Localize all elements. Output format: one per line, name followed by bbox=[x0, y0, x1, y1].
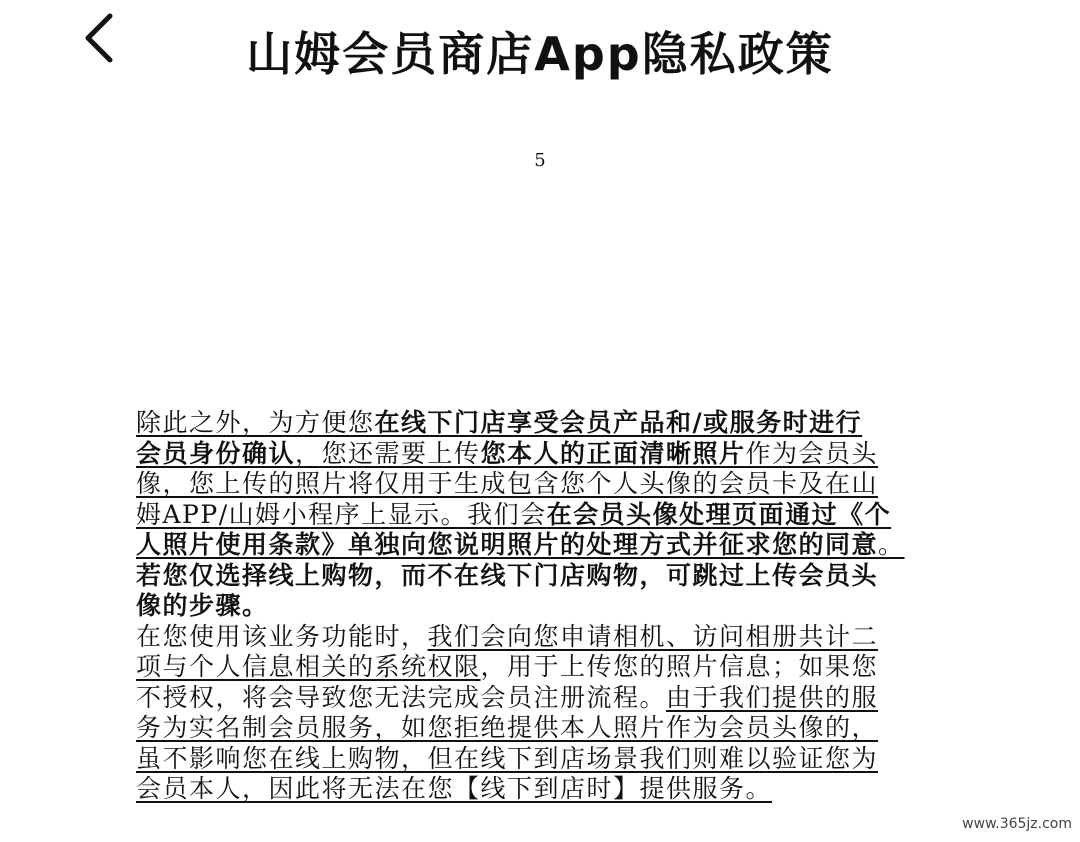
policy-text-segment: 在线下门店享受会员产品和/或服务时进行 bbox=[374, 408, 863, 437]
policy-text-segment: 务为实名制会员服务，如您拒绝提供本人照片作为会员头像的， bbox=[136, 713, 879, 742]
policy-text-segment: 姆APP/山姆小程序上显示。我们会 bbox=[136, 499, 547, 529]
policy-text-segment: 在您使用该业务功能时， bbox=[136, 621, 428, 651]
policy-text-segment: 不授权，将会导致您无法完成会员注册流程。 bbox=[136, 682, 667, 712]
policy-line bbox=[136, 591, 966, 622]
policy-text-segment: ，用于上传您的照片信息；如果您 bbox=[480, 652, 879, 681]
watermark: www.365jz.com bbox=[962, 816, 1072, 832]
policy-text-segment: 像的步骤。 bbox=[136, 591, 269, 620]
policy-line bbox=[136, 469, 966, 500]
policy-line bbox=[136, 652, 966, 683]
policy-line bbox=[136, 500, 966, 531]
policy-text-segment: 像，您上传的照片将仅用于生成包含您个人头像的会员卡及在山 bbox=[136, 469, 879, 498]
policy-text-segment: 人照片使用条款》单独向您说明照片的处理方式并征求您的同意 bbox=[136, 530, 879, 559]
policy-text-segment: ，您还需要上传 bbox=[295, 438, 481, 468]
policy-line bbox=[136, 683, 966, 714]
policy-text-segment: 在会员头像处理页面通过《个 bbox=[546, 499, 892, 529]
policy-text-segment: 若您仅选择线上购物，而不在线下门店购物，可跳过上传会员头 bbox=[136, 560, 879, 590]
policy-text-segment: 。 bbox=[878, 530, 905, 559]
policy-line bbox=[136, 561, 966, 592]
policy-text-segment: 您本人的正面清晰照片 bbox=[480, 438, 746, 468]
policy-text-segment: 除此之外，为方便您 bbox=[136, 408, 375, 437]
policy-text-segment: 由于我们提供的服 bbox=[666, 682, 879, 712]
policy-text-segment: 我们会向您申请相机、访问相册共计二 bbox=[427, 621, 879, 651]
policy-text-segment: 会员身份确认 bbox=[136, 438, 296, 468]
page-title: 山姆会员商店App隐私政策 bbox=[246, 27, 834, 81]
policy-text-segment: 作为会员头 bbox=[745, 438, 879, 468]
policy-line bbox=[136, 744, 966, 775]
page-number: 5 bbox=[534, 150, 546, 171]
policy-line bbox=[136, 713, 966, 744]
policy-body bbox=[136, 408, 966, 805]
policy-text-segment: 项与个人信息相关的系统权限 bbox=[136, 652, 481, 681]
policy-text-segment: 会员本人，因此将无法在您【线下到店时】提供服务。 bbox=[136, 774, 773, 803]
policy-line bbox=[136, 408, 966, 439]
policy-line bbox=[136, 530, 966, 561]
policy-line bbox=[136, 622, 966, 653]
policy-text-segment: 虽不影响您在线上购物，但在线下到店场景我们则难以验证您为 bbox=[136, 743, 879, 773]
policy-line bbox=[136, 439, 966, 470]
policy-line bbox=[136, 774, 966, 805]
